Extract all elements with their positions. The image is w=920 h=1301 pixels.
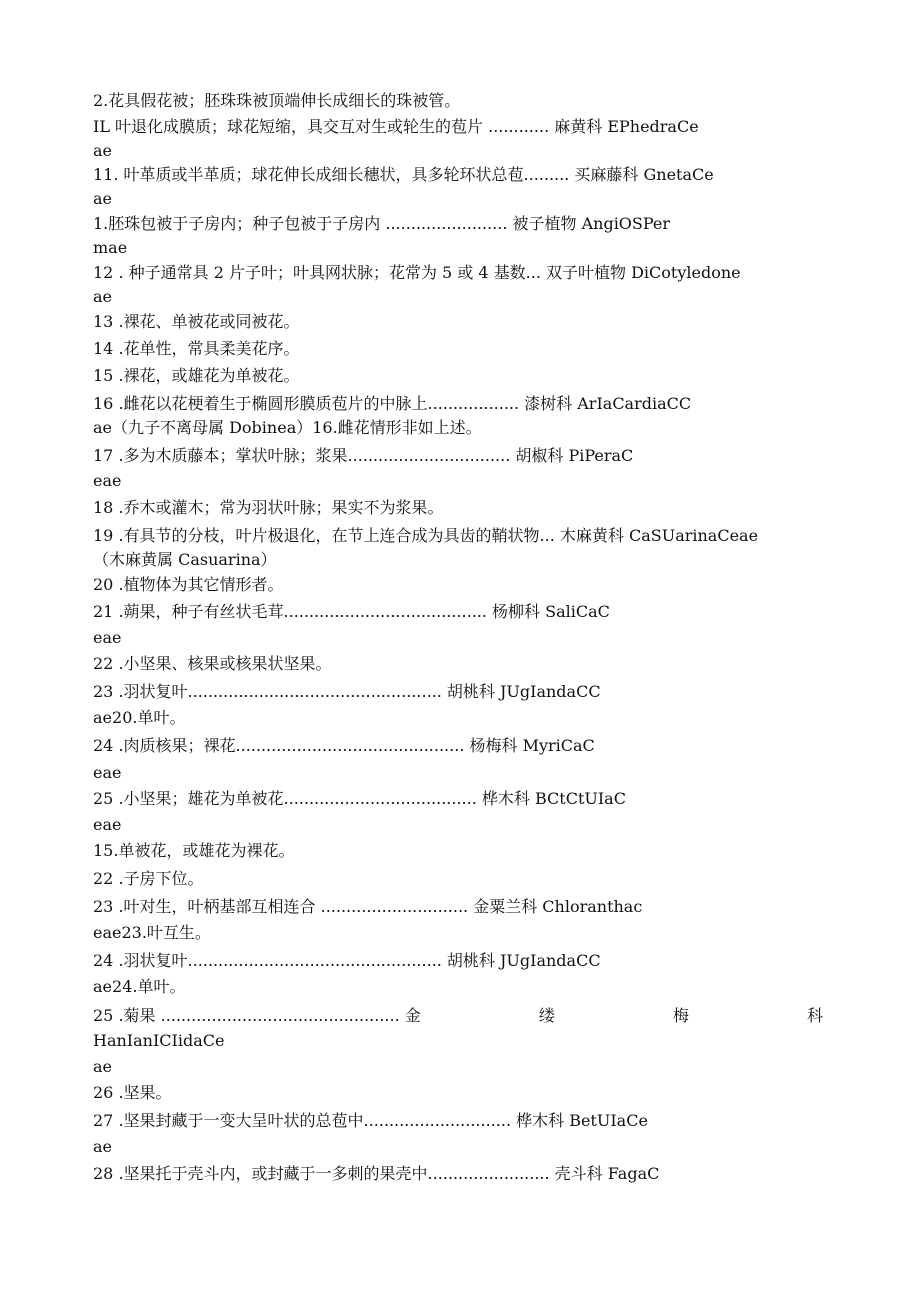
text-line-36-word-4: 科	[806, 1006, 823, 1025]
text-line-13: 16 .雌花以花梗着生于椭圆形膜质苞片的中脉上.................. 漆树科 ArIaCardiaCC	[93, 394, 692, 413]
text-line-8: 12 . 种子通常具 2 片子叶；叶具网状脉；花常为 5 或 4 基数... 双子叶植物 DiCotyledone	[93, 263, 741, 282]
text-line-10: 13 .裸花、单被花或同被花。	[93, 312, 300, 331]
text-line-23: 22 .小坚果、核果或核果状坚果。	[93, 654, 332, 673]
text-line-30: 15.单被花，或雄花为裸花。	[93, 841, 295, 860]
text-line-27: eae	[93, 763, 122, 782]
text-line-16: eae	[93, 471, 122, 490]
text-line-20: 20 .植物体为其它情形者。	[93, 575, 284, 594]
text-line-36-word-2: 缕	[538, 1006, 555, 1025]
text-line-19: （木麻黄属 Casuarina）	[93, 550, 277, 569]
text-line-18: 19 .有具节的分枝，叶片极退化，在节上连合成为具齿的鞘状物... 木麻黄科 CaSUarinaCeae	[93, 526, 759, 545]
text-line-36-word-3: 梅	[672, 1006, 689, 1025]
text-line-9: ae	[93, 287, 113, 306]
text-line-40: 27 .坚果封藏于一变大呈叶状的总苞中............................. 桦木科 BetUIaCe	[93, 1111, 648, 1130]
text-line-37: HanIanICIidaCe	[93, 1031, 225, 1050]
text-line-26: 24 .肉质核果；裸花............................................. 杨梅科 MyriCaC	[93, 736, 595, 755]
text-line-3: ae	[93, 141, 113, 160]
text-line-24: 23 .羽状复叶.................................................. 胡桃科 JUgIandaCC	[93, 682, 601, 701]
text-line-22: eae	[93, 628, 122, 647]
text-line-39: 26 .坚果。	[93, 1083, 172, 1102]
text-line-17: 18 .乔木或灌木；常为羽状叶脉；果实不为浆果。	[93, 498, 444, 517]
text-line-36	[93, 1005, 823, 1027]
text-line-42: 28 .坚果托于壳斗内，或封藏于一多刺的果壳中........................ 壳斗科 FagaC	[93, 1164, 660, 1183]
text-line-34: 24 .羽状复叶.................................................. 胡桃科 JUgIandaCC	[93, 951, 601, 970]
text-line-31: 22 .子房下位。	[93, 869, 204, 888]
text-line-36-lead: 25 .菊果 ............................................... 金	[93, 1006, 421, 1025]
text-line-12: 15 .裸花，或雄花为单被花。	[93, 366, 300, 385]
text-line-2: IL 叶退化成膜质；球花短缩，具交互对生或轮生的苞片 ............ 麻黄科 EPhedraCe	[93, 117, 699, 136]
text-line-38: ae	[93, 1057, 113, 1076]
text-line-25: ae20.单叶。	[93, 708, 186, 727]
text-line-35: ae24.单叶。	[93, 977, 186, 996]
text-line-33: eae23.叶互生。	[93, 923, 211, 942]
text-line-14: ae（九子不离母属 Dobinea）16.雌花情形非如上述。	[93, 418, 482, 437]
text-line-5: ae	[93, 189, 113, 208]
text-line-6: 1.胚珠包被于子房内；种子包被于子房内 ........................ 被子植物 AngiOSPer	[93, 214, 671, 233]
text-line-4: 11. 叶革质或半革质；球花伸长成细长穗状，具多轮环状总苞......... 买麻藤科 GnetaCe	[93, 165, 714, 184]
text-line-28: 25 .小坚果；雄花为单被花...................................... 桦木科 BCtCtUIaC	[93, 789, 626, 808]
text-line-29: eae	[93, 815, 122, 834]
text-line-7: mae	[93, 238, 128, 257]
text-line-32: 23 .叶对生，叶柄基部互相连合 ............................. 金粟兰科 Chloranthac	[93, 897, 643, 916]
text-line-1: 2.花具假花被；胚珠珠被顶端伸长成细长的珠被管。	[93, 91, 461, 110]
text-line-41: ae	[93, 1137, 113, 1156]
text-line-11: 14 .花单性，常具柔美花序。	[93, 339, 300, 358]
text-line-21: 21 .蒴果，种子有丝状毛茸........................................ 杨柳科 SaliCaC	[93, 602, 610, 621]
text-line-15: 17 .多为木质藤本；掌状叶脉；浆果................................ 胡椒科 PiPeraC	[93, 446, 634, 465]
